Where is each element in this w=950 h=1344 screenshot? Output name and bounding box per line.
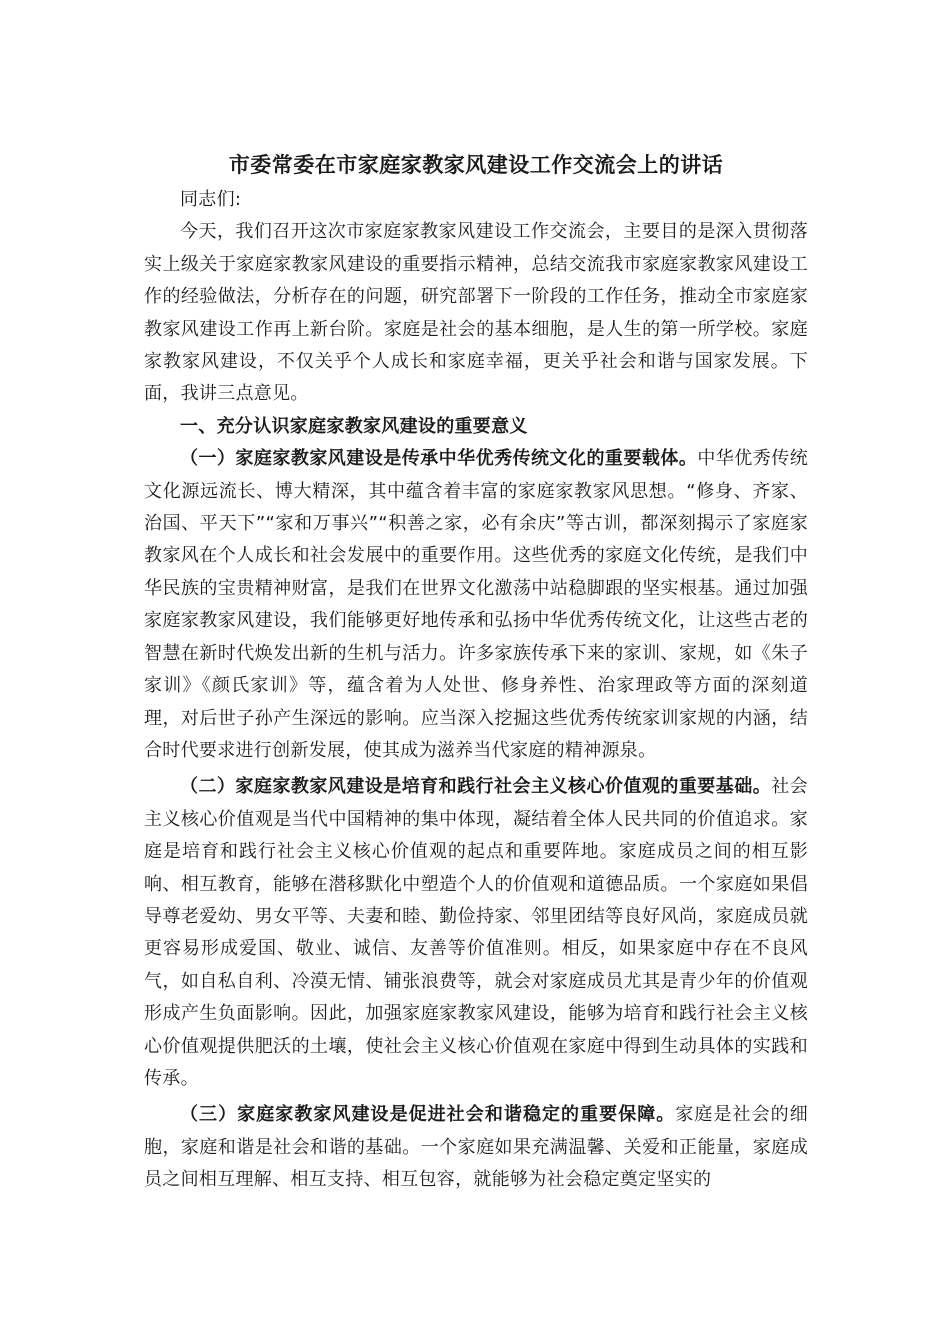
intro-paragraph: 今天，我们召开这次市家庭家教家风建设工作交流会，主要目的是深入贯彻落实上级关于家庭家教家风建设的重要指示精神，总结交流我市家庭家教家风建设工作的经验做法，分析存在的问题，研究部署下一阶段的工作任务，推动全市家庭家教家风建设工作再上新台阶。家庭是社会的基本细胞，是人生的第一所学校。家庭家教家风建设，不仅关乎个人成长和家庭幸福，更关乎社会和谐与国家发展。下面，我讲三点意见。 (144, 221, 808, 405)
point-paragraph-2 (144, 771, 808, 1095)
point-lead-1: （一）家庭家教家风建设是传承中华优秀传统文化的重要载体。 (180, 448, 698, 470)
section-heading-1: 一、充分认识家庭家教家风建设的重要意义 (180, 415, 528, 437)
point-body-3: 家庭是社会的细胞，家庭和谐是社会和谐的基础。一个家庭如果充满温馨、关爱和正能量，家庭成员之间相互理解、相互支持、相互包容，就能够为社会稳定奠定坚实的 (144, 1104, 808, 1191)
document-title: 市委常委在市家庭家教家风建设工作交流会上的讲话 (228, 153, 724, 177)
point-paragraph-3 (144, 1099, 808, 1196)
point-paragraph-1 (144, 443, 808, 767)
point-body-1: 中华优秀传统文化源远流长、博大精深，其中蕴含着丰富的家庭家教家风思想。“修身、齐家、治国、平天下”“家和万事兴”“积善之家，必有余庆”等古训，都深刻揭示了家庭家教家风在个人成长和社会发展中的重要作用。这些优秀的家庭文化传统，是我们中华民族的宝贵精神财富，是我们在世界文化激荡中站稳脚跟的坚实根基。通过加强家庭家教家风建设，我们能够更好地传承和弘扬中华优秀传统文化，让这些古老的智慧在新时代焕发出新的生机与活力。许多家族传承下来的家训、家规，如《朱子家训》《颜氏家训》等，蕴含着为人处世、修身养性、治家理政等方面的深刻道理，对后世子孙产生深远的影响。应当深入挖掘这些优秀传统家训家规的内涵，结合时代要求进行创新发展，使其成为滋养当代家庭的精神源泉。 (144, 448, 808, 761)
point-lead-3: （三）家庭家教家风建设是促进社会和谐稳定的重要保障。 (180, 1104, 676, 1126)
document-page (144, 148, 808, 1197)
point-body-2: 社会主义核心价值观是当代中国精神的集中体现，凝结着全体人民共同的价值追求。家庭是培育和践行社会主义核心价值观的起点和重要阵地。家庭成员之间的相互影响、相互教育，能够在潜移默化中塑造个人的价值观和道德品质。一个家庭如果倡导尊老爱幼、男女平等、夫妻和睦、勤俭持家、邻里团结等良好风尚，家庭成员就更容易形成爱国、敬业、诚信、友善等价值准则。相反，如果家庭中存在不良风气，如自私自利、冷漠无情、铺张浪费等，就会对家庭成员尤其是青少年的价值观形成产生负面影响。因此，加强家庭家教家风建设，能够为培育和践行社会主义核心价值观提供肥沃的土壤，使社会主义核心价值观在家庭中得到生动具体的实践和传承。 (144, 776, 808, 1089)
salutation: 同志们: (180, 189, 242, 210)
point-lead-2: （二）家庭家教家风建设是培育和践行社会主义核心价值观的重要基础。 (180, 776, 772, 798)
